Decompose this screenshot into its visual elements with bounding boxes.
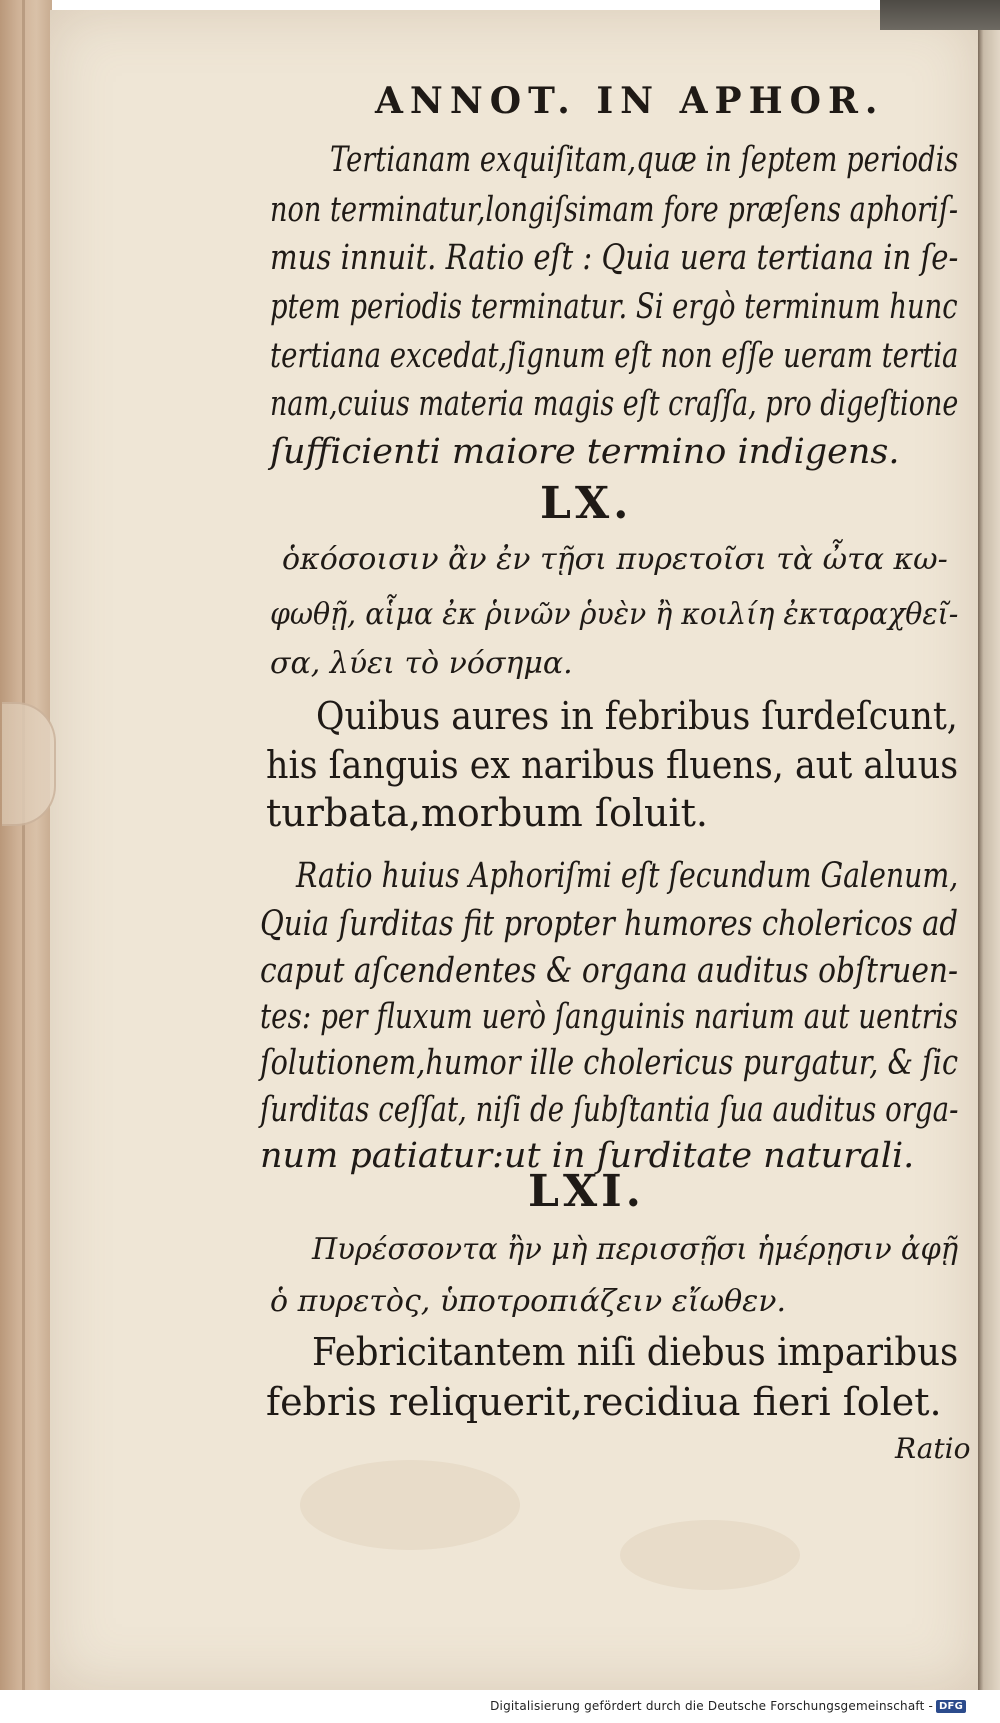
catchword: Ratio: [895, 1432, 971, 1465]
text-line: ſolutionem,humor ille cholericus purgatur, & ſic: [260, 1043, 959, 1083]
text-line: ſurditas ceſſat, niſi de ſubſtantia ſua auditus orga-: [260, 1090, 959, 1130]
greek-line: φωθῇ, αἷμα ἐκ ῥινῶν ῥυὲν ἢ κοιλίη ἐκταραχθεῖ-: [270, 597, 959, 632]
text-line: caput aſcendentes & organa auditus obſtruen-: [260, 951, 959, 991]
text-line: Ratio huius Aphoriſmi eſt ſecundum Galenum,: [296, 856, 959, 896]
greek-line: ὁκόσοισιν ἂν ἐν τῇσι πυρετοῖσι τὰ ὦτα κω-: [282, 542, 948, 577]
text-line: nam,cuius materia magis eſt craſſa, pro digeſtione: [270, 384, 959, 424]
text-line: non terminatur,longiſsimam fore præſens aphoriſ-: [270, 190, 959, 230]
paper-stain: [300, 1460, 520, 1550]
text-line: tes: per fluxum uerò ſanguinis narium aut uentris: [260, 997, 959, 1037]
funding-notice: [490, 1699, 966, 1713]
text-line: mus innuit. Ratio eſt : Quia uera tertiana in ſe-: [270, 238, 959, 278]
paper-stain: [620, 1520, 800, 1590]
aphorism-number: LXI.: [528, 1166, 645, 1217]
text-line: ſufficienti maiore termino indigens.: [270, 432, 900, 472]
greek-line: ὁ πυρετὸς, ὑποτροπιάζειν εἴωθεν.: [270, 1284, 787, 1319]
greek-line: Πυρέσσοντα ἢν μὴ περισσῇσι ἡμέρῃσιν ἀφῇ: [312, 1232, 959, 1267]
latin-line: Febricitantem niſi diebus imparibus: [312, 1330, 959, 1374]
page-right-edge: [978, 30, 1000, 1690]
latin-line: his ſanguis ex naribus fluens, aut aluus: [266, 743, 959, 787]
book-binding-edge: [0, 0, 52, 1690]
text-line: num patiatur:ut in ſurditate naturali.: [260, 1136, 915, 1176]
text-line: Tertianam exquiſitam,quæ in ſeptem periodis: [330, 140, 959, 180]
page-top-corner: [880, 0, 1000, 30]
latin-line: Quibus aures in febribus ſurdeſcunt,: [316, 694, 958, 738]
clasp-shadow: [2, 702, 56, 826]
running-header: ANNOT. IN APHOR.: [375, 80, 885, 122]
text-line: Quia ſurditas fit propter humores cholericos ad: [260, 904, 959, 944]
text-line: tertiana excedat,ſignum eſt non eſſe ueram tertia: [270, 336, 959, 376]
latin-line: turbata,morbum ſoluit.: [266, 791, 708, 835]
funding-text: Digitalisierung gefördert durch die Deutsche Forschungsgemeinschaft -: [490, 1699, 934, 1713]
binding-crease: [22, 0, 25, 1690]
latin-line: febris reliquerit,recidiua fieri ſolet.: [266, 1380, 942, 1424]
greek-line: σα, λύει τὸ νόσημα.: [270, 646, 573, 681]
text-line: ptem periodis terminatur. Si ergò terminum hunc: [270, 287, 958, 327]
dfg-logo: DFG: [936, 1700, 966, 1713]
aphorism-number: LX.: [540, 478, 633, 529]
